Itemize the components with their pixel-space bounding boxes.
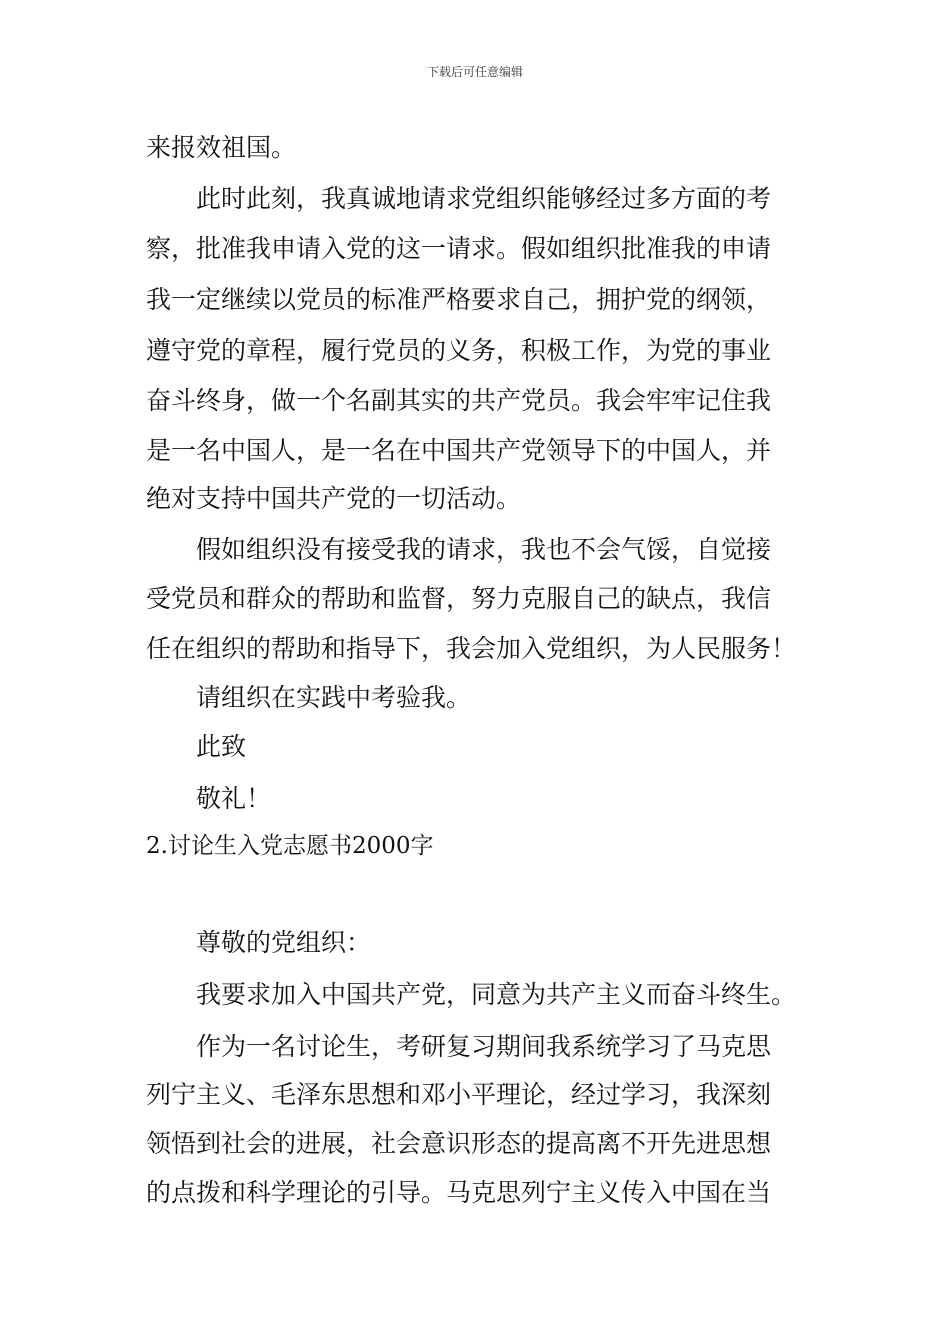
text-line: 此致	[196, 732, 247, 761]
text-line: 是一名中国人，是一名在中国共产党领导下的中国人，并	[146, 436, 772, 465]
text-line: 遵守党的章程，履行党员的义务，积极工作，为党的事业	[146, 336, 772, 365]
text-line: 我一定继续以党员的标准严格要求自己，拥护党的纲领，	[146, 285, 772, 314]
text-line: 奋斗终身，做一个名副其实的共产党员。我会牢牢记住我	[146, 386, 772, 415]
text-line: 请组织在实践中考验我。	[196, 683, 472, 712]
text-line: 作为一名讨论生，考研复习期间我系统学习了马克思	[196, 1032, 772, 1061]
text-line: 任在组织的帮助和指导下，我会加入党组织，为人民服务！	[146, 634, 797, 663]
text-line: 敬礼！	[196, 784, 272, 813]
page-header: 下载后可任意编辑	[426, 65, 523, 79]
text-line: 受党员和群众的帮助和监督，努力克服自己的缺点，我信	[146, 584, 772, 613]
text-line: 我要求加入中国共产党，同意为共产主义而奋斗终生。	[196, 980, 797, 1009]
section-heading: 2.讨论生入党志愿书2000字	[146, 833, 434, 859]
text-line: 列宁主义、毛泽东思想和邓小平理论，经过学习，我深刻	[146, 1080, 772, 1109]
text-line: 绝对支持中国共产党的一切活动。	[146, 484, 522, 513]
text-line: 假如组织没有接受我的请求，我也不会气馁，自觉接	[196, 535, 772, 564]
text-line: 的点拨和科学理论的引导。马克思列宁主义传入中国在当	[146, 1178, 772, 1207]
text-line: 察，批准我申请入党的这一请求。假如组织批准我的申请	[146, 234, 772, 263]
text-line: 此时此刻，我真诚地请求党组织能够经过多方面的考	[196, 184, 772, 213]
text-line: 尊敬的党组织：	[196, 928, 372, 957]
text-line: 领悟到社会的进展，社会意识形态的提高离不开先进思想	[146, 1129, 772, 1158]
text-line: 来报效祖国。	[146, 133, 297, 162]
